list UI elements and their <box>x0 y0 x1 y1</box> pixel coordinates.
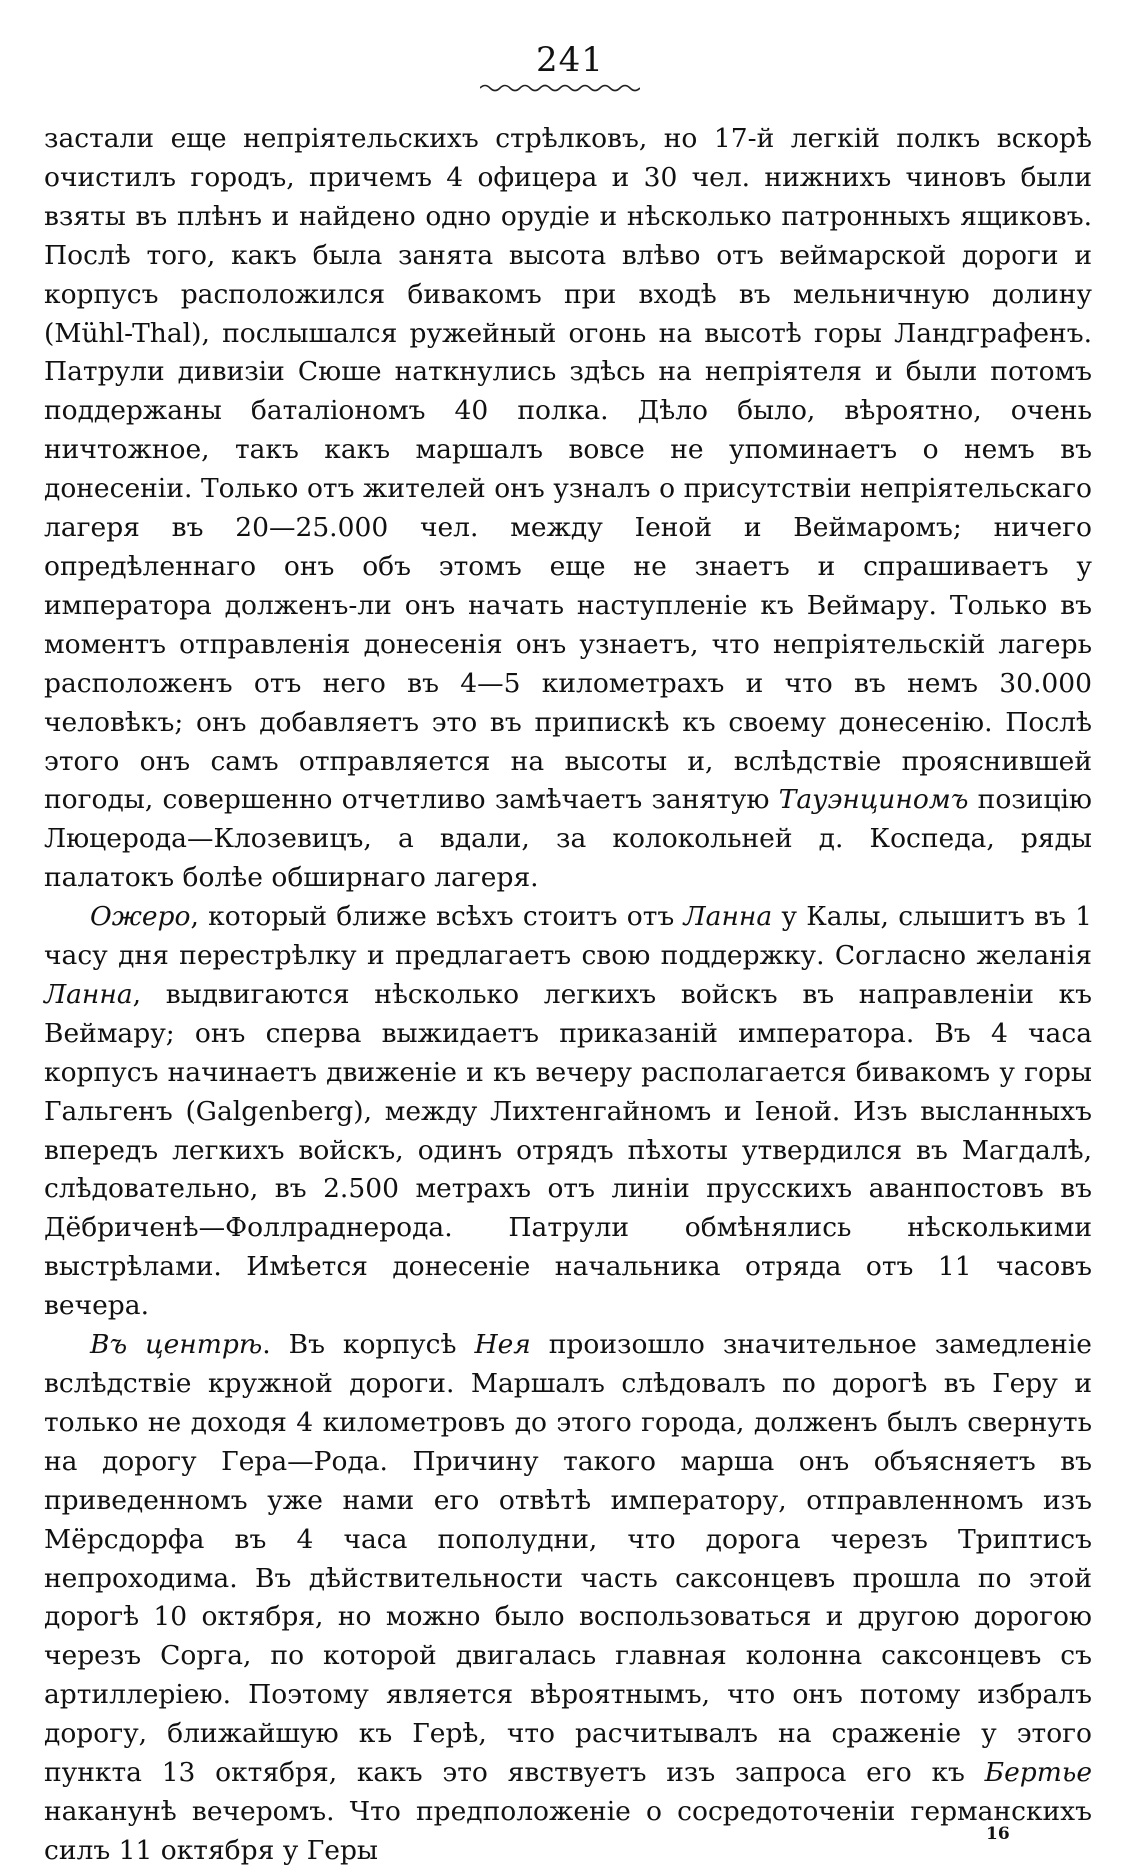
wavy-rule-ornament <box>480 82 640 94</box>
signature-mark: 16 <box>986 1824 1010 1844</box>
text-run: позицію Люцерода—Клозевицъ, а вдали, за колокольней д. Коспеда, ряды палатокъ болѣе обширнаго лагеря. <box>44 784 1092 894</box>
page-body-text <box>44 120 1092 1871</box>
italic-name: Нея <box>474 1329 531 1361</box>
italic-name: Ожеро <box>90 901 191 933</box>
paragraph <box>44 898 1092 1326</box>
italic-name: Ланна <box>683 901 773 933</box>
text-run: застали еще непріятельскихъ стрѣлковъ, но 17-й легкій полкъ вскорѣ очистилъ городъ, причемъ 4 офицера и 30 чел. нижнихъ чиновъ были взяты въ плѣнъ и найдено одно орудіе и нѣсколько патронныхъ ящиковъ. Послѣ того, какъ была занята высота влѣво отъ веймарской дороги и корпусъ расположился бивакомъ при входѣ въ мельничную долину (Mühl-Thal), послышался ружейный огонь на высотѣ горы Ландграфенъ. Патрули дивизіи Сюше наткнулись здѣсь на непріятеля и были потомъ поддержаны баталіономъ 40 полка. Дѣло было, вѣроятно, очень ничтожное, такъ какъ маршалъ вовсе не упоминаетъ о немъ въ донесеніи. Только отъ жителей онъ узналъ о присутствіи непріятельскаго лагеря въ 20—25.000 чел. между Іеной и Веймаромъ; ничего опредѣленнаго онъ объ этомъ еще не знаетъ и спрашиваетъ у императора долженъ-ли онъ начать наступленіе къ Веймару. Только въ моментъ отправленія донесенія онъ узнаетъ, что непріятельскій лагерь расположенъ отъ него въ 4—5 километрахъ и что въ немъ 30.000 человѣкъ; онъ добавляетъ это въ припискѣ къ своему донесенію. Послѣ этого онъ самъ отправляется на высоты и, вслѣдствіе прояснившей погоды, совершенно отчетливо замѣчаетъ занятую <box>44 123 1092 816</box>
text-run: , выдвигаются нѣсколько легкихъ войскъ въ направленіи къ Веймару; онъ сперва выжидаетъ приказаній императора. Въ 4 часа корпусъ начинаетъ движеніе и къ вечеру располагается бивакомъ у горы Гальгенъ (Galgenberg), между Лихтенгайномъ и Іеной. Изъ высланныхъ впередъ легкихъ войскъ, одинъ отрядъ пѣхоты утвердился въ Магдалѣ, слѣдовательно, въ 2.500 метрахъ отъ линіи прусскихъ аванпостовъ въ Дёбриченѣ—Фоллраднерода. Патрули обмѣнялись нѣсколькими выстрѣлами. Имѣется донесеніе начальника отряда отъ 11 часовъ вечера. <box>44 978 1092 1322</box>
paragraph <box>44 1326 1092 1871</box>
text-run: , который ближе всѣхъ стоитъ отъ <box>190 901 684 933</box>
text-run: . Въ корпусѣ <box>262 1329 475 1361</box>
text-run: у Калы, слышитъ въ 1 часу дня перестрѣлку и предлагаетъ свою поддержку. Согласно желанія <box>44 901 1092 972</box>
italic-name: Ланна <box>44 978 133 1010</box>
italic-name: Тауэнциномъ <box>778 784 969 816</box>
italic-name: Бертье <box>984 1757 1092 1789</box>
italic-name: Въ центрѣ <box>90 1329 263 1361</box>
paragraph <box>44 120 1092 898</box>
text-run: наканунѣ вечеромъ. Что предположеніе о сосредоточеніи германскихъ силъ 11 октября у Геры <box>44 1795 1092 1866</box>
text-run: произошло значительное замедленіе вслѣдствіе кружной дороги. Маршалъ слѣдовалъ по дорогѣ въ Геру и только не доходя 4 километровъ до этого города, долженъ былъ свернуть на дорогу Гера—Рода. Причину такого марша онъ объясняетъ въ приведенномъ уже нами его отвѣтѣ императору, отправленномъ изъ Мёрсдорфа въ 4 часа пополудни, что дорога черезъ Триптисъ непроходима. Въ дѣйствительности часть саксонцевъ прошла по этой дорогѣ 10 октября, но можно было воспользоваться и другою дорогою черезъ Сорга, по которой двигалась главная колонна саксонцевъ съ артиллеріею. Поэтому является вѣроятнымъ, что онъ потому избралъ дорогу, ближайшую къ Герѣ, что расчитывалъ на сраженіе у этого пункта 13 октября, какъ это явствуетъ изъ запроса его къ <box>44 1329 1092 1789</box>
page-number: 241 <box>536 40 604 80</box>
